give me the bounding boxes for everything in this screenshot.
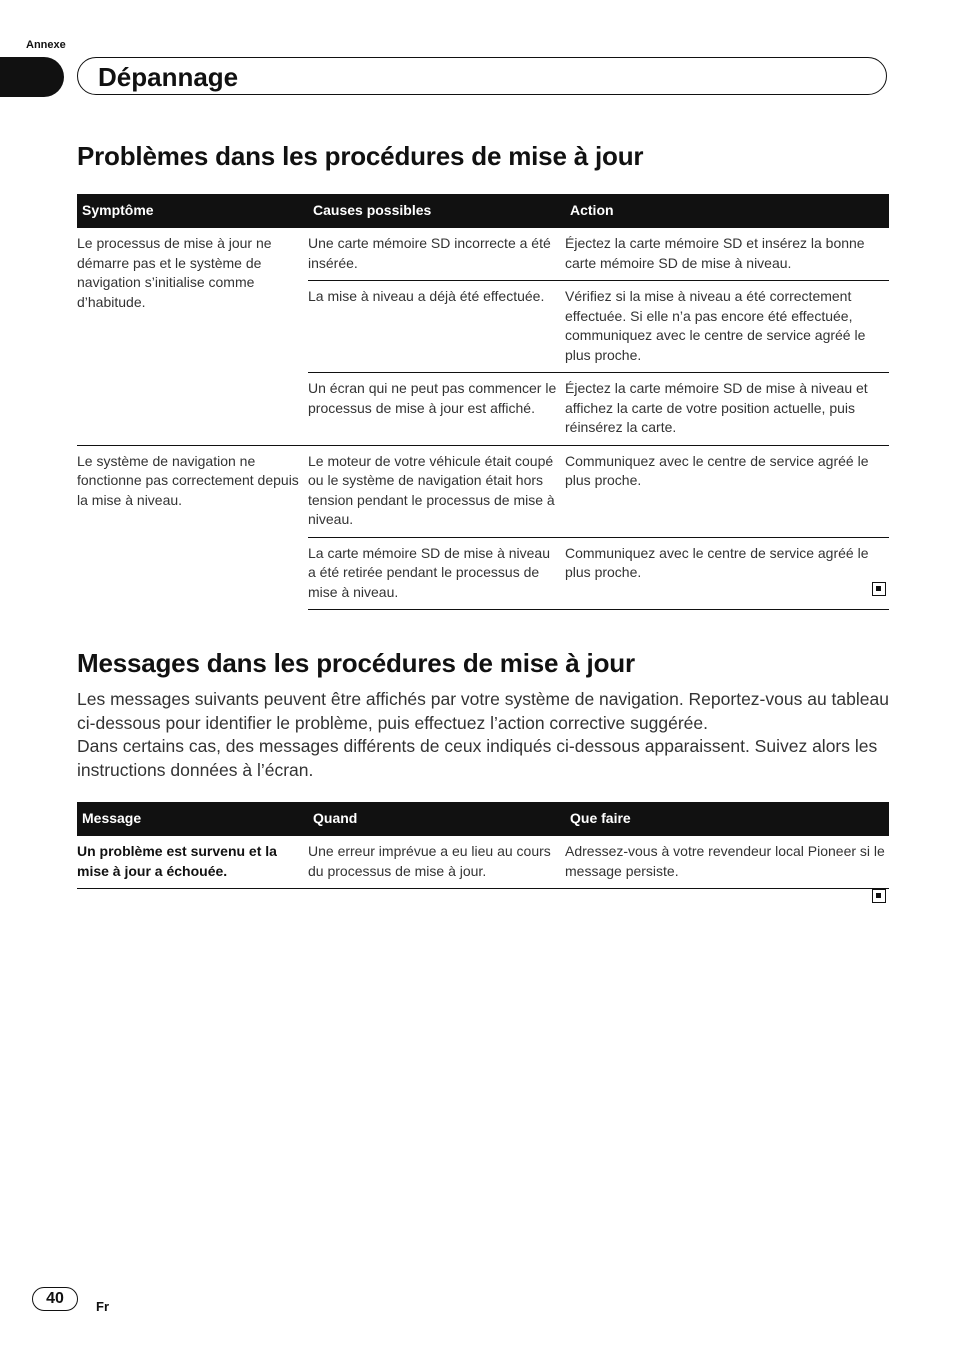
table-header-row xyxy=(77,802,889,836)
column-header-causes: Causes possibles xyxy=(308,194,565,228)
table-row xyxy=(77,228,889,281)
column-header-message: Message xyxy=(77,802,308,836)
cause-cell: La carte mémoire SD de mise à niveau a été retirée pendant le processus de mise à niveau. xyxy=(308,537,565,610)
todo-cell: Adressez-vous à votre revendeur local Pioneer si le message persiste. xyxy=(565,836,889,889)
column-header-action: Action xyxy=(565,194,889,228)
action-cell: Éjectez la carte mémoire SD et insérez la bonne carte mémoire SD de mise à niveau. xyxy=(565,235,865,271)
section-title: Dépannage xyxy=(98,62,239,92)
intro-paragraph: Les messages suivants peuvent être affichés par votre système de navigation. Reportez-vous au tableau ci-dessous pour identifier le problème, puis effectuez l’action corrective suggérée. xyxy=(77,689,889,733)
table-header-row xyxy=(77,194,889,228)
chapter-label: Annexe xyxy=(26,39,66,51)
cause-cell: Une carte mémoire SD incorrecte a été insérée. xyxy=(308,235,551,271)
language-code: Fr xyxy=(96,1299,109,1314)
when-cell: Une erreur imprévue a eu lieu au cours du processus de mise à jour. xyxy=(308,836,565,889)
column-header-when: Quand xyxy=(308,802,565,836)
page-number: 40 xyxy=(32,1287,78,1311)
table-row xyxy=(77,836,889,889)
intro-paragraph: Dans certains cas, des messages différents de ceux indiqués ci-dessous apparaissent. Suivez alors les instructions données à l’écran. xyxy=(77,736,878,780)
end-of-section-icon xyxy=(872,889,886,903)
messages-heading: Messages dans les procédures de mise à jour xyxy=(77,648,635,678)
section-header xyxy=(77,57,887,95)
action-cell: Vérifiez si la mise à niveau a été correctement effectuée. Si elle n’a pas encore été effectuée, communiquez avec le centre de service agréé le plus proche. xyxy=(565,281,889,373)
cause-cell: Un écran qui ne peut pas commencer le processus de mise à jour est affiché. xyxy=(308,373,565,446)
chapter-tab-marker xyxy=(0,57,64,97)
message-cell: Un problème est survenu et la mise à jour a échouée. xyxy=(77,836,308,889)
column-header-symptom: Symptôme xyxy=(77,194,308,228)
end-of-section-icon xyxy=(872,582,886,596)
messages-intro xyxy=(77,688,892,782)
symptom-cell: Le système de navigation ne fonctionne pas correctement depuis la mise à niveau. xyxy=(77,445,308,610)
messages-table xyxy=(77,802,889,889)
action-cell: Éjectez la carte mémoire SD de mise à niveau et affichez la carte de votre position actuelle, puis réinsérez la carte. xyxy=(565,373,889,446)
cause-cell: Le moteur de votre véhicule était coupé ou le système de navigation était hors tension pendant le processus de mise à niveau. xyxy=(308,445,565,537)
problems-heading: Problèmes dans les procédures de mise à jour xyxy=(77,141,644,171)
cause-cell: La mise à niveau a déjà été effectuée. xyxy=(308,281,565,373)
problems-table xyxy=(77,194,889,610)
column-header-todo: Que faire xyxy=(565,802,889,836)
symptom-cell: Le processus de mise à jour ne démarre pas et le système de navigation s’initialise comme d’habitude. xyxy=(77,235,272,310)
action-cell: Communiquez avec le centre de service agréé le plus proche. xyxy=(565,445,889,537)
table-row xyxy=(77,445,889,537)
action-cell: Communiquez avec le centre de service agréé le plus proche. xyxy=(565,537,889,610)
